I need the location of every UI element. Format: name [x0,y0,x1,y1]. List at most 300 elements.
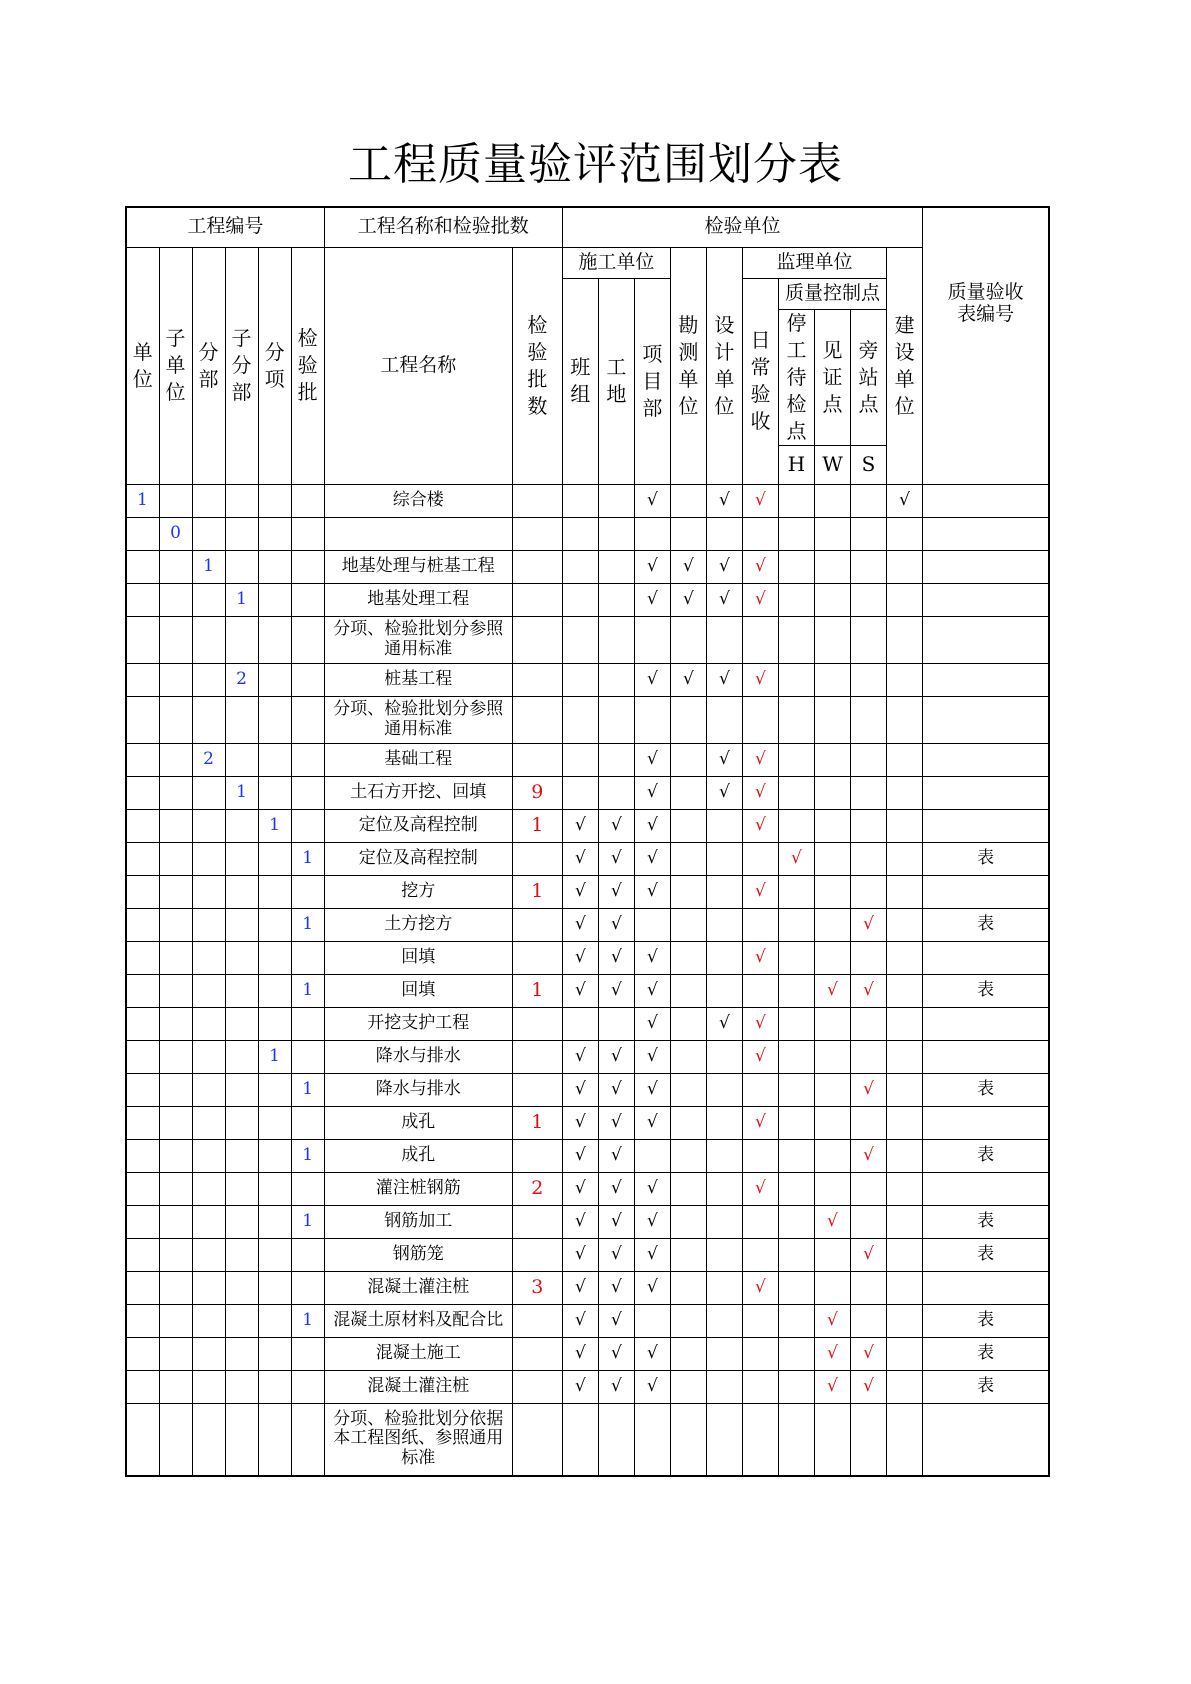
project-name-cell: 基础工程 [324,743,512,776]
code-cell [291,1271,324,1304]
team-check-cell [562,550,598,583]
team-check-cell [562,484,598,517]
h-check-cell [778,809,814,842]
survey-check-cell [670,1172,706,1205]
owner-check-cell [887,1040,923,1073]
project-name-cell: 降水与排水 [324,1073,512,1106]
dept-check-cell: √ [634,583,670,616]
code-cell [126,776,159,809]
code-cell: 1 [192,550,225,583]
s-check-cell [850,1040,886,1073]
h-check-cell [778,1238,814,1271]
code-cell [126,696,159,743]
team-check-cell: √ [562,809,598,842]
code-cell [192,875,225,908]
project-name-cell: 地基处理与桩基工程 [324,550,512,583]
code-cell [159,1337,192,1370]
daily-check-cell [742,1370,778,1403]
s-check-cell [850,550,886,583]
site-check-cell: √ [598,1106,634,1139]
owner-check-cell [887,663,923,696]
w-check-cell [814,550,850,583]
owner-check-cell [887,776,923,809]
batch-count-cell [512,1007,562,1040]
h-check-cell [778,908,814,941]
header-project-name: 工程名称 [324,247,512,484]
header-sub-unit: 子单位 [159,247,192,484]
team-check-cell: √ [562,1271,598,1304]
design-check-cell: √ [706,663,742,696]
batch-count-cell [512,517,562,550]
team-check-cell [562,663,598,696]
dept-check-cell: √ [634,1073,670,1106]
code-cell [192,776,225,809]
design-check-cell [706,517,742,550]
code-cell [225,517,258,550]
team-check-cell: √ [562,1370,598,1403]
code-cell [258,616,291,663]
daily-check-cell: √ [742,1271,778,1304]
design-check-cell [706,1040,742,1073]
survey-check-cell [670,1040,706,1073]
team-check-cell: √ [562,1139,598,1172]
s-check-cell [850,1271,886,1304]
code-cell [159,875,192,908]
dept-check-cell [634,696,670,743]
s-check-cell [850,616,886,663]
s-check-cell [850,1106,886,1139]
code-cell [225,1205,258,1238]
site-check-cell [598,1007,634,1040]
code-cell [258,1106,291,1139]
code-cell [192,1040,225,1073]
table-row [126,1337,1049,1370]
code-cell [192,1205,225,1238]
team-check-cell: √ [562,1337,598,1370]
code-cell [291,1106,324,1139]
w-check-cell [814,1238,850,1271]
header-h: H [778,445,814,484]
project-name-cell: 混凝土灌注桩 [324,1271,512,1304]
site-check-cell: √ [598,1271,634,1304]
dept-check-cell: √ [634,941,670,974]
survey-check-cell [670,1205,706,1238]
batch-count-cell [512,1304,562,1337]
h-check-cell [778,1073,814,1106]
code-cell: 1 [126,484,159,517]
table-row [126,583,1049,616]
code-cell [258,663,291,696]
batch-count-cell: 1 [512,1106,562,1139]
daily-check-cell: √ [742,484,778,517]
code-cell [258,974,291,1007]
w-check-cell: √ [814,974,850,1007]
survey-check-cell [670,1106,706,1139]
code-cell [258,484,291,517]
s-check-cell [850,1304,886,1337]
h-check-cell [778,974,814,1007]
code-cell [225,1337,258,1370]
batch-count-cell [512,1337,562,1370]
team-check-cell [562,1007,598,1040]
h-check-cell [778,743,814,776]
owner-check-cell [887,875,923,908]
code-cell [258,1370,291,1403]
design-check-cell [706,809,742,842]
code-cell [225,696,258,743]
site-check-cell: √ [598,1337,634,1370]
code-cell [126,663,159,696]
code-cell [159,616,192,663]
owner-check-cell [887,1403,923,1476]
s-check-cell [850,1205,886,1238]
code-cell [258,517,291,550]
dept-check-cell: √ [634,550,670,583]
team-check-cell: √ [562,974,598,1007]
table-row [126,1403,1049,1476]
site-check-cell [598,696,634,743]
w-check-cell: √ [814,1370,850,1403]
code-cell [291,550,324,583]
s-check-cell [850,484,886,517]
code-cell [258,1238,291,1271]
s-check-cell [850,875,886,908]
dept-check-cell: √ [634,1205,670,1238]
survey-check-cell [670,776,706,809]
daily-check-cell [742,1337,778,1370]
owner-check-cell [887,696,923,743]
owner-check-cell [887,1238,923,1271]
code-cell [159,974,192,1007]
form-no-cell: 表 [923,1139,1049,1172]
code-cell [225,484,258,517]
code-cell [192,616,225,663]
daily-check-cell [742,1403,778,1476]
w-check-cell [814,809,850,842]
project-name-cell: 降水与排水 [324,1040,512,1073]
w-check-cell [814,1073,850,1106]
survey-check-cell: √ [670,550,706,583]
dept-check-cell: √ [634,1238,670,1271]
site-check-cell: √ [598,1172,634,1205]
project-name-cell [324,517,512,550]
code-cell [159,1007,192,1040]
header-acceptance-form-no-label: 质量验收表编号 [947,281,1024,325]
daily-check-cell [742,842,778,875]
project-name-cell: 定位及高程控制 [324,842,512,875]
code-cell [126,550,159,583]
team-check-cell: √ [562,1304,598,1337]
site-check-cell: √ [598,941,634,974]
site-check-cell: √ [598,1205,634,1238]
s-check-cell: √ [850,1139,886,1172]
code-cell [258,1139,291,1172]
code-cell [192,1271,225,1304]
design-check-cell [706,1271,742,1304]
code-cell [258,1172,291,1205]
w-check-cell [814,908,850,941]
quality-division-table [125,206,1050,1477]
owner-check-cell [887,517,923,550]
code-cell [192,484,225,517]
code-cell [291,583,324,616]
table-row [126,1139,1049,1172]
code-cell [159,1271,192,1304]
table-row [126,908,1049,941]
w-check-cell [814,743,850,776]
design-check-cell [706,875,742,908]
w-check-cell [814,696,850,743]
owner-check-cell [887,743,923,776]
code-cell [159,1238,192,1271]
s-check-cell: √ [850,974,886,1007]
code-cell [225,616,258,663]
dept-check-cell: √ [634,1271,670,1304]
code-cell [192,941,225,974]
batch-count-cell [512,1139,562,1172]
project-name-cell: 灌注桩钢筋 [324,1172,512,1205]
form-no-cell: 表 [923,1238,1049,1271]
design-check-cell [706,1073,742,1106]
code-cell [192,583,225,616]
form-no-cell: 表 [923,908,1049,941]
code-cell [159,776,192,809]
project-name-cell: 地基处理工程 [324,583,512,616]
code-cell [258,1403,291,1476]
table-row [126,1238,1049,1271]
survey-check-cell [670,484,706,517]
dept-check-cell [634,1304,670,1337]
w-check-cell [814,776,850,809]
project-name-cell: 混凝土原材料及配合比 [324,1304,512,1337]
h-check-cell [778,1403,814,1476]
daily-check-cell [742,1238,778,1271]
survey-check-cell [670,1073,706,1106]
h-check-cell [778,1007,814,1040]
table-row [126,842,1049,875]
code-cell [258,743,291,776]
w-check-cell [814,616,850,663]
form-no-cell: 表 [923,1304,1049,1337]
header-acceptance-form-no [923,207,1049,484]
code-cell [291,809,324,842]
owner-check-cell: √ [887,484,923,517]
code-cell: 1 [291,974,324,1007]
header-site: 工地 [598,278,634,484]
project-name-cell: 挖方 [324,875,512,908]
code-cell [291,1172,324,1205]
batch-count-cell [512,908,562,941]
s-check-cell [850,517,886,550]
code-cell: 1 [291,1073,324,1106]
code-cell [192,1007,225,1040]
batch-count-cell: 1 [512,974,562,1007]
design-check-cell: √ [706,1007,742,1040]
code-cell [258,842,291,875]
table-row [126,484,1049,517]
header-supervision-unit: 监理单位 [742,247,886,278]
form-no-cell: 表 [923,1337,1049,1370]
code-cell [291,616,324,663]
dept-check-cell [634,908,670,941]
dept-check-cell: √ [634,974,670,1007]
site-check-cell: √ [598,1238,634,1271]
project-name-cell: 分项、检验批划分参照通用标准 [324,696,512,743]
code-cell [258,875,291,908]
table-row [126,1304,1049,1337]
code-cell [126,809,159,842]
design-check-cell [706,1172,742,1205]
code-cell [192,1238,225,1271]
h-check-cell [778,517,814,550]
owner-check-cell [887,1337,923,1370]
batch-count-cell [512,583,562,616]
code-cell [258,941,291,974]
header-item: 分项 [258,247,291,484]
code-cell: 1 [291,908,324,941]
owner-check-cell [887,1271,923,1304]
survey-check-cell [670,1370,706,1403]
table-row [126,875,1049,908]
dept-check-cell: √ [634,1007,670,1040]
daily-check-cell [742,1139,778,1172]
design-check-cell [706,1337,742,1370]
w-check-cell [814,1271,850,1304]
site-check-cell: √ [598,1304,634,1337]
survey-check-cell [670,809,706,842]
header-batch-count: 检验批数 [512,247,562,484]
code-cell [159,1370,192,1403]
batch-count-cell [512,941,562,974]
code-cell [159,941,192,974]
code-cell [126,1205,159,1238]
team-check-cell: √ [562,941,598,974]
code-cell [159,1073,192,1106]
h-check-cell [778,550,814,583]
dept-check-cell: √ [634,1040,670,1073]
owner-check-cell [887,1073,923,1106]
code-cell [126,1139,159,1172]
s-check-cell [850,743,886,776]
header-owner-unit: 建设单位 [887,247,923,484]
code-cell [192,1139,225,1172]
code-cell [126,1370,159,1403]
s-check-cell [850,1403,886,1476]
code-cell [225,1370,258,1403]
form-no-cell [923,616,1049,663]
code-cell [159,809,192,842]
daily-check-cell [742,1205,778,1238]
table-row [126,550,1049,583]
project-name-cell: 成孔 [324,1139,512,1172]
code-cell [126,1007,159,1040]
table-row [126,941,1049,974]
header-inspection-unit: 检验单位 [562,207,922,247]
batch-count-cell: 1 [512,809,562,842]
code-cell [258,1073,291,1106]
code-cell [225,908,258,941]
owner-check-cell [887,809,923,842]
code-cell [258,550,291,583]
header-s: S [850,445,886,484]
code-cell [126,1106,159,1139]
w-check-cell: √ [814,1205,850,1238]
code-cell [159,1106,192,1139]
code-cell [225,1172,258,1205]
form-no-cell: 表 [923,1205,1049,1238]
survey-check-cell [670,1337,706,1370]
owner-check-cell [887,1106,923,1139]
code-cell [126,517,159,550]
s-check-cell: √ [850,1073,886,1106]
design-check-cell [706,696,742,743]
code-cell [225,941,258,974]
form-no-cell [923,1271,1049,1304]
team-check-cell: √ [562,1172,598,1205]
code-cell [225,809,258,842]
owner-check-cell [887,616,923,663]
code-cell [258,908,291,941]
daily-check-cell: √ [742,743,778,776]
form-no-cell [923,1040,1049,1073]
code-cell [258,1205,291,1238]
site-check-cell [598,583,634,616]
code-cell [291,696,324,743]
owner-check-cell [887,550,923,583]
code-cell [159,1139,192,1172]
daily-check-cell [742,1073,778,1106]
form-no-cell [923,1106,1049,1139]
header-construction-unit: 施工单位 [562,247,670,278]
code-cell [126,908,159,941]
dept-check-cell: √ [634,875,670,908]
code-cell [192,1370,225,1403]
table-row [126,1370,1049,1403]
daily-check-cell: √ [742,1007,778,1040]
project-name-cell: 土石方开挖、回填 [324,776,512,809]
site-check-cell: √ [598,1040,634,1073]
code-cell [126,1073,159,1106]
table-row [126,616,1049,663]
dept-check-cell [634,517,670,550]
table-row [126,517,1049,550]
header-daily-acceptance: 日常验收 [742,278,778,484]
code-cell: 1 [225,583,258,616]
code-cell [126,1403,159,1476]
code-cell [126,842,159,875]
code-cell [225,1106,258,1139]
form-no-cell [923,941,1049,974]
project-name-cell: 回填 [324,941,512,974]
form-no-cell [923,776,1049,809]
design-check-cell: √ [706,743,742,776]
survey-check-cell [670,1271,706,1304]
h-check-cell [778,1205,814,1238]
code-cell [225,1403,258,1476]
team-check-cell [562,1403,598,1476]
code-cell [258,696,291,743]
code-cell [258,1337,291,1370]
batch-count-cell [512,743,562,776]
page-title: 工程质量验评范围划分表 [348,139,843,190]
table-row [126,663,1049,696]
form-no-cell [923,663,1049,696]
form-no-cell [923,743,1049,776]
project-name-cell: 开挖支护工程 [324,1007,512,1040]
w-check-cell [814,1172,850,1205]
code-cell [192,974,225,1007]
survey-check-cell [670,1238,706,1271]
